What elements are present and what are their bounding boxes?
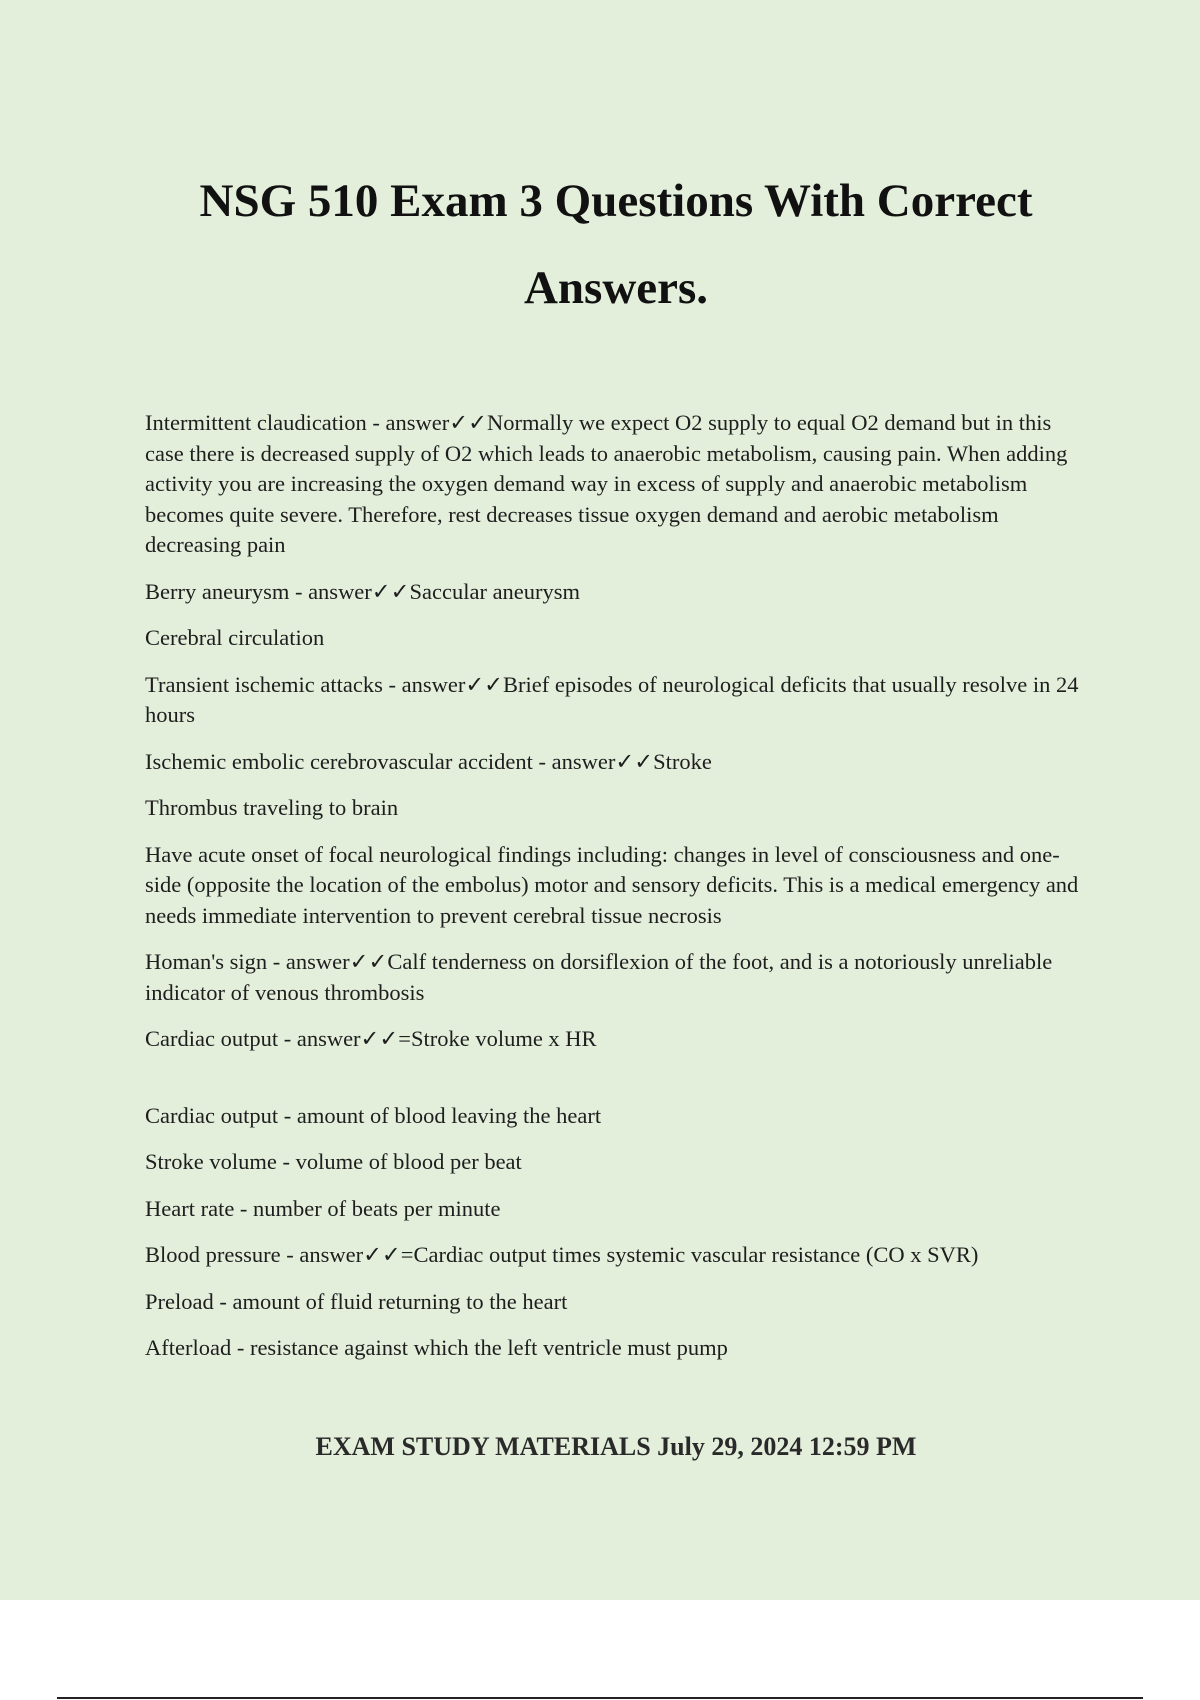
- entry-afterload: Afterload - resistance against which the left ventricle must pump: [145, 1335, 728, 1360]
- title-line-1: NSG 510 Exam 3 Questions With Correct: [199, 175, 1033, 227]
- document-body: [145, 408, 1095, 1380]
- entry-ischemic-embolic-cva: Ischemic embolic cerebrovascular accident - answer✓✓Stroke: [145, 748, 712, 774]
- footer-stamp: EXAM STUDY MATERIALS July 29, 2024 12:59 PM: [315, 1432, 917, 1461]
- page-divider: [57, 1697, 1143, 1699]
- entry-berry-aneurysm: Berry aneurysm - answer✓✓Saccular aneurysm: [145, 578, 581, 604]
- entry-cerebral-circulation: Cerebral circulation: [145, 625, 325, 650]
- entry-thrombus-traveling: Thrombus traveling to brain: [145, 795, 399, 820]
- entry-cardiac-output-definition: Cardiac output - amount of blood leaving the heart: [145, 1102, 602, 1128]
- entry-acute-onset-findings: Have acute onset of focal neurological findings including: changes in level of consciousness and one-side (opposite the location of the embolus) motor and sensory deficits. This is a medical emergency and needs immediate intervention to prevent cerebral tissue necrosis: [145, 841, 1079, 928]
- title-line-2: Answers.: [523, 262, 709, 314]
- entry-intermittent-claudication: Intermittent claudication - answer✓✓Normally we expect O2 supply to equal O2 demand but in this case there is decreased supply of O2 which leads to anaerobic metabolism, causing pain. When adding activity you are increasing the oxygen demand way in excess of supply and anaerobic metabolism becomes quite severe. Therefore, rest decreases tissue oxygen demand and aerobic metabolism decreasing pain: [145, 410, 1068, 557]
- entry-cardiac-output-formula: Cardiac output - answer✓✓=Stroke volume x HR: [145, 1026, 597, 1051]
- entry-heart-rate: Heart rate - number of beats per minute: [145, 1195, 501, 1221]
- document-title: [0, 158, 1200, 332]
- entry-preload: Preload - amount of fluid returning to the heart: [145, 1288, 568, 1314]
- entry-stroke-volume: Stroke volume - volume of blood per beat: [145, 1149, 522, 1174]
- entry-transient-ischemic-attacks: Transient ischemic attacks - answer✓✓Brief episodes of neurological deficits that usually resolve in 24 hours: [145, 671, 1079, 727]
- entry-homans-sign: Homan's sign - answer✓✓Calf tenderness on dorsiflexion of the foot, and is a notoriously unreliable indicator of venous thrombosis: [145, 949, 1053, 1005]
- entry-blood-pressure: Blood pressure - answer✓✓=Cardiac output times systemic vascular resistance (CO x SVR): [145, 1242, 979, 1267]
